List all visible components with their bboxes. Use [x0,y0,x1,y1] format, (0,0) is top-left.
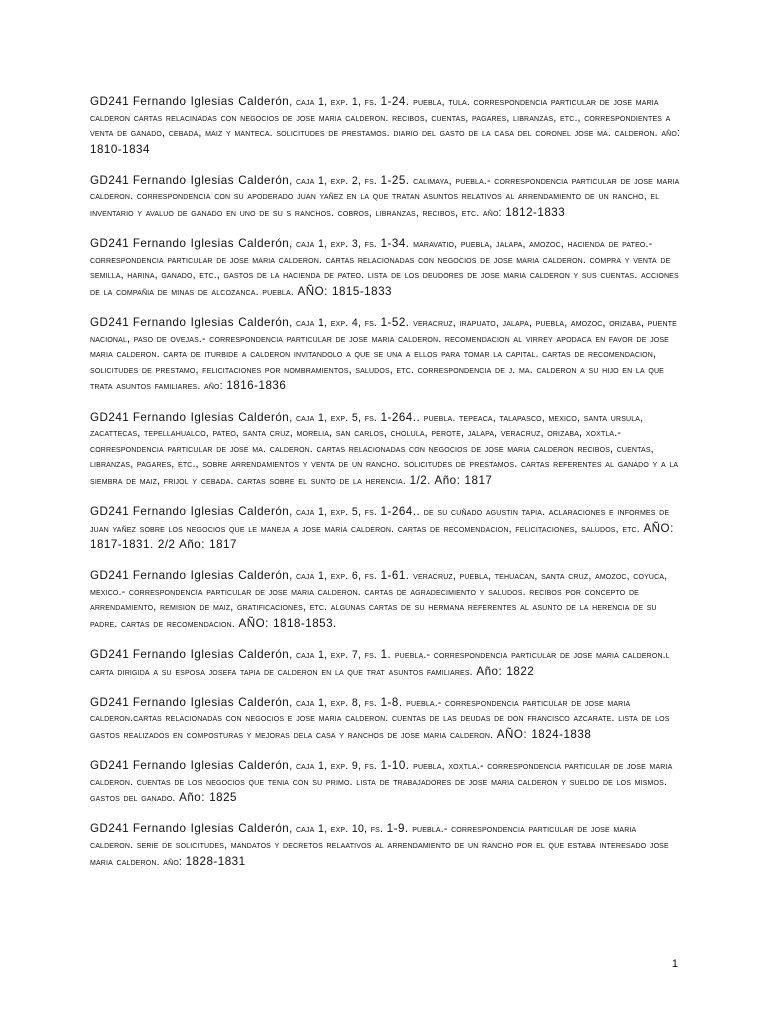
entry-body: puebla.- correspondencia particular de jose maria calderon.l carta dirigida a su esposa josefa tapia de calderon en la que trat asuntos familiares. [90,649,670,678]
entry-years: 1812-1833 [505,206,566,220]
entry-years: 1810-1834 [90,142,150,156]
entry-folios: 1-61. [380,569,410,583]
entry-author: Fernando Iglesias Calderón [132,237,290,251]
entry-code: GD241 [90,410,130,424]
entry-years: AÑO: 1817-1831. 2/2 Año: 1817 [90,521,674,552]
entry-folios: 1-264.. [380,504,421,518]
entry-file: exp. 7 [330,649,358,662]
entry-file: exp. 2 [330,174,358,187]
entry-folios-prefix: fs. [364,570,377,583]
entry-file: exp. 6 [330,570,358,583]
entry-author: Fernando Iglesias Calderón [132,695,290,709]
entry-file: exp. 3 [330,238,358,251]
entry-box: caja 1 [295,823,325,836]
entry-file: exp. 5 [330,505,358,518]
entry-folios: 1-264.. [380,410,421,424]
entry-author: Fernando Iglesias Calderón [132,569,290,583]
entry-code: GD241 [90,95,130,108]
entry-file: exp. 5 [330,411,358,424]
entry-box: caja 1 [295,174,325,187]
entry-body: veracruz, puebla, tehuacan, santa cruz, amozoc, coyuca, mexico.- correspondencia particular de jose maria calderon. cartas de agradecimiento y saludos. recibos por concepto de arrendamiento, remision de maiz, gratificaciones, etc. algunas cartas de su hermana referentes al asunto de la herencia de su padre. cartas de recomendacion. [90,570,668,631]
entry-code: GD241 [90,173,130,187]
entry-body: calimaya, puebla.- correspondencia particular de jose maria calderon. correspondencia con su apoderado juan yañez en la que tratan asuntos relativos al arrendamiento de un rancho, el inventario y avaluo de ganado en uno de su s ranchos. cobros, libranzas, recibos, etc. año: [90,174,680,220]
catalog-entry: GD241 Fernando Iglesias Calderón, caja 1, exp. 5, fs. 1-264.. de su cuñado agustin tapia. aclaraciones e informes de juan yañez sobre los negocios que le maneja a jose maria calderon. cartas de recomendacion, felicitaciones, saludos, etc. AÑO: 1817-1831. 2/2 Año: 1817 [90,504,674,552]
entry-body: veracruz, irapuato, jalapa, puebla, amozoc, orizaba, puente nacional, paso de ovejas.- correspondencia particular de jose maria calderon. recomendacion al virrey apodaca en favor de jose maria calderon. carta de iturbide a calderon invitandolo a que se una a ellos para tomar la capital. cartas de recomendacion, solicitudes de prestamo, felicitaciones por nombramientos, saludos, etc. correspondencia de j. ma. calderon a su hijo en la que trata asuntos familiares. año: [90,317,677,393]
entry-code: GD241 [90,237,130,251]
entry-folios-prefix: fs. [364,505,377,518]
entry-box: caja 1 [295,317,325,330]
entry-body: puebla.- correspondencia particular de jose maria calderon.cartas relacionadas con negocios e jose maria calderon. cuentas de las deudas de don francisco azcarate. lista de los gastos realizados en composturas y mejoras dela casa y ranchos de jose maria calderon. [90,696,670,741]
entry-folios-prefix: fs. [364,174,377,187]
entry-author: Fernando Iglesias Calderón [132,822,290,836]
entry-folios-prefix: fs. [364,649,377,662]
catalog-entry: GD241 Fernando Iglesias Calderón, caja 1, exp. 10, fs. 1-9. puebla.- correspondencia particular de jose maria calderon. serie de solicitudes, mandatos y decretos relaativos al arrendamiento de un rancho por el que estaba interesado jose maria calderon. año: 1828-1831 [90,822,669,868]
entry-folios: 1-34. [380,237,410,251]
entry-folios-prefix: fs. [364,238,377,251]
document-page [90,94,682,885]
entry-box: caja 1 [295,649,325,662]
entry-years: Año: 1825 [179,791,237,805]
entry-body: maravatio, puebla, jalapa, amozoc, hacienda de pateo.- correspondencia particular de jose maria calderon. cartas relacionadas con negocios de jose maria calderon. compra y venta de semilla, harina, ganado, etc., gastos de la hacienda de pateo. lista de los deudores de jose maria calderon y sus cuentas. acciones de la compañia de minas de alcozanca. puebla. [90,238,679,298]
entry-folios-prefix: fs. [364,96,377,108]
entry-body: puebla, xoxtla.- correspondencia particular de jose maria calderon. cuentas de los negocios que tenia con su primo. lista de trabajadores de jose maria calderon y sueldo de los mismos. gastos del ganado. [90,760,673,805]
catalog-entry: GD241 Fernando Iglesias Calderón, caja 1, exp. 8, fs. 1-8. puebla.- correspondencia particular de jose maria calderon.cartas relacionadas con negocios e jose maria calderon. cuentas de las deudas de don francisco azcarate. lista de los gastos realizados en composturas y mejoras dela casa y ranchos de jose maria calderon. AÑO: 1824-1838 [90,695,670,741]
catalog-entry: GD241 Fernando Iglesias Calderón, caja 1, exp. 7, fs. 1. puebla.- correspondencia particular de jose maria calderon.l carta dirigida a su esposa josefa tapia de calderon en la que trat asuntos familiares. Año: 1822 [90,648,670,678]
entry-years: 1/2. Año: 1817 [409,473,493,487]
entry-years: AÑO: 1815-1833 [297,284,392,298]
entry-code: GD241 [90,759,130,773]
entry-folios-prefix: fs. [364,696,377,709]
entry-code: GD241 [90,569,130,583]
entry-box: caja 1 [295,505,325,518]
entry-file: exp. 1 [330,96,358,108]
catalog-entry: GD241 Fernando Iglesias Calderón, caja 1, exp. 9, fs. 1-10. puebla, xoxtla.- correspondencia particular de jose maria calderon. cuentas de los negocios que tenia con su primo. lista de trabajadores de jose maria calderon y sueldo de los mismos. gastos del ganado. Año: 1825 [90,759,673,805]
entry-code: GD241 [90,822,130,836]
entry-box: caja 1 [295,696,325,709]
entry-author: Fernando Iglesias Calderón [132,173,290,187]
entry-folios: 1. [380,648,392,662]
entry-years: 1816-1836 [226,379,287,393]
catalog-entry: GD241 Fernando Iglesias Calderón, caja 1, exp. 1, fs. 1-24. puebla, tula. correspondencia particular de jose maria calderon cartas relacinadas con negocios de jose maria calderon. recibos, cuentas, pagares, libranzas, etc., correspondientes a venta de ganado, cebada, maiz y manteca. solicitudes de prestamos. diario del gasto de la casa del coronel jose ma. calderon. año: 1810-1834 [90,95,681,156]
entry-body: de su cuñado agustin tapia. aclaraciones e informes de juan yañez sobre los negocios que le maneja a jose maria calderon. cartas de recomendacion, felicitaciones, saludos, etc. [90,505,670,535]
entry-file: exp. 8 [330,696,358,709]
catalog-entry: GD241 Fernando Iglesias Calderón, caja 1, exp. 2, fs. 1-25. calimaya, puebla.- correspondencia particular de jose maria calderon. correspondencia con su apoderado juan yañez en la que tratan asuntos relativos al arrendamiento de un rancho, el inventario y avaluo de ganado en uno de su s ranchos. cobros, libranzas, recibos, etc. año: 1812-1833 [90,173,680,220]
entry-folios-prefix: fs. [364,411,377,424]
entry-folios: 1-8. [380,695,403,709]
entry-folios-prefix: fs. [370,823,384,836]
catalog-entry: GD241 Fernando Iglesias Calderón, caja 1, exp. 5, fs. 1-264.. puebla. tepeaca, talapasco, mexico, santa ursula, zacattecas, tepellahualco, pateo, santa cruz, morelia, san carlos, cholula, perote, jalapa, veracruz, orizaba, xoxtla.- correspondencia particular de jose ma. calderon. cartas relacionadas con negocios de jose maria calderon recibos, cuentas, libranzas, pagares, etc., sobre arrendamientos y venta de un rancho. solicitudes de prestamos. cartas referentes al ganado y a la siembra de maiz, frijol y cebada. cartas sobre el sunto de la herencia. 1/2. Año: 1817 [90,410,679,487]
entry-author: Fernando Iglesias Calderón [132,504,290,518]
entry-code: GD241 [90,504,130,518]
page-number: 1 [671,958,678,970]
entry-file: exp. 4 [330,317,358,330]
entry-author: Fernando Iglesias Calderón [132,648,290,662]
entry-author: Fernando Iglesias Calderón [132,410,290,424]
entry-box: caja 1 [295,238,325,251]
entry-years: AÑO: 1818-1853. [238,617,337,631]
entry-folios: 1-10. [380,759,410,773]
entry-code: GD241 [90,695,130,709]
entry-file: exp. 9 [330,760,358,773]
entry-years: AÑO: 1824-1838 [496,728,592,741]
entry-box: caja 1 [295,96,325,108]
entry-box: caja 1 [295,760,325,773]
entry-body: puebla, tula. correspondencia particular de jose maria calderon cartas relacinadas con negocios de jose maria calderon. recibos, cuentas, pagares, libranzas, etc., correspondientes a venta de ganado, cebada, maiz y manteca. solicitudes de prestamos. diario del gasto de la casa del coronel jose ma. calderon. año: [90,96,681,140]
entry-body: puebla.- correspondencia particular de jose maria calderon. serie de solicitudes, mandatos y decretos relaativos al arrendamiento de un rancho por el que estaba interesado jose maria calderon. año: [90,823,669,868]
entry-author: Fernando Iglesias Calderón [132,316,290,330]
entry-code: GD241 [90,648,130,662]
entry-author: Fernando Iglesias Calderón [132,95,290,108]
catalog-entry: GD241 Fernando Iglesias Calderón, caja 1, exp. 6, fs. 1-61. veracruz, puebla, tehuacan, santa cruz, amozoc, coyuca, mexico.- correspondencia particular de jose maria calderon. cartas de agradecimiento y saludos. recibos por concepto de arrendamiento, remision de maiz, gratificaciones, etc. algunas cartas de su hermana referentes al asunto de la herencia de su padre. cartas de recomendacion. AÑO: 1818-1853. [90,569,668,631]
entry-code: GD241 [90,316,130,330]
entry-file: exp. 10 [330,823,365,836]
entry-folios-prefix: fs. [364,760,377,773]
entry-body: puebla. tepeaca, talapasco, mexico, santa ursula, zacattecas, tepellahualco, pateo, santa cruz, morelia, san carlos, cholula, perote, jalapa, veracruz, orizaba, xoxtla.- correspondencia particular de jose ma. calderon. cartas relacionadas con negocios de jose maria calderon recibos, cuentas, libranzas, pagares, etc., sobre arrendamientos y venta de un rancho. solicitudes de prestamos. cartas referentes al ganado y a la siembra de maiz, frijol y cebada. cartas sobre el sunto de la herencia. [90,411,679,487]
catalog-entry: GD241 Fernando Iglesias Calderón, caja 1, exp. 3, fs. 1-34. maravatio, puebla, jalapa, amozoc, hacienda de pateo.- correspondencia particular de jose maria calderon. cartas relacionadas con negocios de jose maria calderon. compra y venta de semilla, harina, ganado, etc., gastos de la hacienda de pateo. lista de los deudores de jose maria calderon y sus cuentas. acciones de la compañia de minas de alcozanca. puebla. AÑO: 1815-1833 [90,237,679,298]
entry-folios: 1-25. [380,173,410,187]
entry-box: caja 1 [295,411,325,424]
entry-folios: 1-9. [386,822,409,836]
entry-folios: 1-24. [380,95,410,108]
catalog-entry: GD241 Fernando Iglesias Calderón, caja 1, exp. 4, fs. 1-52. veracruz, irapuato, jalapa, puebla, amozoc, orizaba, puente nacional, paso de ovejas.- correspondencia particular de jose maria calderon. recomendacion al virrey apodaca en favor de jose maria calderon. carta de iturbide a calderon invitandolo a que se una a ellos para tomar la capital. cartas de recomendacion, solicitudes de prestamo, felicitaciones por nombramientos, saludos, etc. correspondencia de j. ma. calderon a su hijo en la que trata asuntos familiares. año: 1816-1836 [90,316,677,393]
entry-folios: 1-52. [380,316,410,330]
entry-folios-prefix: fs. [364,317,377,330]
entry-author: Fernando Iglesias Calderón [132,759,290,773]
entry-box: caja 1 [295,570,325,583]
entry-years: Año: 1822 [476,664,535,678]
entry-years: 1828-1831 [185,854,246,868]
